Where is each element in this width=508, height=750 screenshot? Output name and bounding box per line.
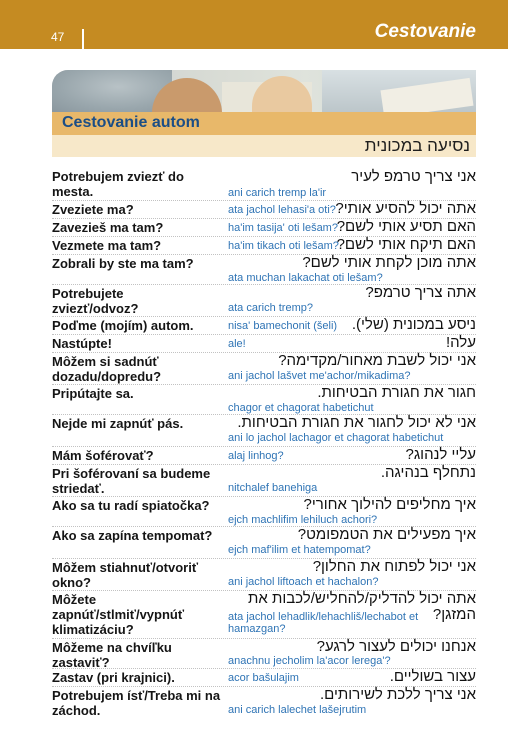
phrase-slovak: Zobrali by ste ma tam? [52, 256, 194, 271]
phrase-hebrew: אתה צריך טרמפ? [365, 284, 476, 301]
phrase-slovak: Môžem stiahnuť/otvoriť okno? [52, 560, 199, 590]
phrase-transliteration: acor bašulajim [228, 672, 299, 684]
phrase-row [52, 236, 476, 254]
phrase-hebrew: אני יכול לפתוח את החלון? [312, 558, 476, 575]
phrase-slovak: Ako sa zapína tempomat? [52, 528, 213, 543]
phrase-row [52, 284, 476, 316]
header-divider [82, 29, 84, 49]
phrase-transliteration: ani carich tremp la'ir [228, 187, 327, 199]
phrase-transliteration: ani lo jachol lachagor et chagorat habetichut [228, 432, 444, 444]
chapter-title: Cestovanie [374, 21, 476, 42]
phrase-slovak: Pri šoférovaní sa budeme striedať. [52, 466, 211, 496]
phrase-hebrew: האם תסיע אותי לשם? [336, 218, 476, 235]
phrase-slovak: Poďme (mojím) autom. [52, 318, 194, 333]
phrase-transliteration: ani jachol lašvet me'achor/mikadima? [228, 370, 411, 382]
phrase-slovak: Pripútajte sa. [52, 386, 134, 401]
phrase-hebrew: אני צריך טרמפ לעיר [351, 168, 476, 185]
phrase-hebrew: אני לא יכול לחגור את חגורת הבטיחות. [237, 414, 476, 431]
phrase-slovak: Môžeme na chvíľku zastaviť? [52, 640, 172, 670]
page-number: 47 [51, 30, 65, 44]
phrase-transliteration: ejch maf'ilim et hatempomat? [228, 544, 371, 556]
phrase-slovak: Potrebujete zviezť/odvoz? [52, 286, 139, 316]
phrase-row [52, 316, 476, 334]
phrase-hebrew: עצור בשוליים. [389, 668, 476, 685]
phrase-hebrew: אני צריך ללכת לשירותים. [320, 686, 476, 703]
phrase-row [52, 334, 476, 352]
phrase-slovak: Zveziete ma? [52, 202, 134, 217]
phrase-hebrew: עלה! [445, 334, 476, 351]
phrase-row [52, 464, 476, 496]
phrase-transliteration: ata carich tremp? [228, 302, 313, 314]
phrase-hebrew: אנחנו יכולים לעצור לרגע? [316, 638, 476, 655]
phrase-slovak: Zavezieš ma tam? [52, 220, 164, 235]
phrase-transliteration: ani jachol liftoach et hachalon? [228, 576, 379, 588]
phrase-row [52, 218, 476, 236]
phrase-transliteration: ata jachol lehasi'a oti? [228, 204, 336, 216]
phrase-hebrew: אתה יכול להדליק/להחליש/לכבות את המזגן? [248, 590, 476, 623]
phrase-row [52, 526, 476, 558]
phrase-slovak: Potrebujem zviezť do mesta. [52, 169, 184, 199]
phrase-transliteration: ata jachol lehadlik/lehachliš/lechabot et hamazgan? [228, 611, 419, 635]
phrase-slovak: Nastúpte! [52, 336, 112, 351]
phrase-row [52, 590, 476, 638]
phrase-slovak: Zastav (pri krajnici). [52, 670, 175, 685]
phrase-slovak: Potrebujem ísť/Treba mi na záchod. [52, 688, 221, 718]
phrase-row [52, 558, 476, 590]
phrase-hebrew: עליי לנהוג? [405, 446, 476, 463]
phrase-row [52, 414, 476, 446]
phrase-slovak: Mám šoférovať? [52, 448, 154, 463]
phrase-hebrew: האם תיקח אותי לשם? [336, 236, 476, 253]
phrase-slovak: Vezmete ma tam? [52, 238, 162, 253]
phrase-slovak: Ako sa tu radí spiatočka? [52, 498, 210, 513]
phrase-transliteration: ha'im tasija' oti lešam? [228, 222, 338, 234]
phrase-transliteration: ejch machlifim lehiluch achori? [228, 514, 378, 526]
chapter-header [0, 0, 508, 49]
phrase-row [52, 496, 476, 526]
phrase-transliteration: ani carich lalechet lašejrutim [228, 704, 367, 716]
phrase-row [52, 254, 476, 284]
phrase-hebrew: ניסע במכונית (שלי). [351, 316, 476, 333]
phrase-transliteration: nitchalef banehiga [228, 482, 318, 494]
phrase-row [52, 352, 476, 384]
phrase-transliteration: chagor et chagorat habetichut [228, 402, 374, 414]
car-photo [52, 70, 476, 112]
phrase-hebrew: אני יכול לשבת מאחור/מקדימה? [278, 352, 476, 369]
phrase-transliteration: ha'im tikach oti lešam? [228, 240, 339, 252]
phrase-row [52, 638, 476, 668]
phrase-row [52, 668, 476, 686]
phrase-row [52, 200, 476, 218]
phrase-row [52, 446, 476, 464]
section-title-he: נסיעה במכונית [364, 136, 470, 155]
phrase-row [52, 384, 476, 414]
phrase-hebrew: נתחלף בנהיגה. [380, 464, 476, 481]
phrase-hebrew: איך מפעילים את הטמפומט? [297, 526, 476, 543]
phrase-slovak: Môžete zapnúť/stlmiť/vypnúť klimatizáciu? [52, 592, 185, 637]
phrase-hebrew: איך מחליפים להילוך אחורי? [303, 496, 476, 513]
phrase-transliteration: ale! [228, 338, 246, 350]
section-title-sk: Cestovanie autom [62, 114, 200, 131]
phrase-hebrew: חגור את חגורת הבטיחות. [317, 384, 476, 401]
phrase-slovak: Môžem si sadnúť dozadu/dopredu? [52, 354, 162, 384]
phrase-transliteration: nisa' bamechonit (šeli) [228, 320, 338, 332]
phrase-hebrew: אתה יכול להסיע אותי? [335, 200, 476, 217]
phrase-transliteration: ata muchan lakachat oti lešam? [228, 272, 383, 284]
phrase-row [52, 168, 476, 200]
phrase-slovak: Nejde mi zapnúť pás. [52, 416, 184, 431]
phrase-transliteration: alaj linhog? [228, 450, 284, 462]
phrase-hebrew: אתה מוכן לקחת אותי לשם? [302, 254, 476, 271]
phrase-transliteration: anachnu jecholim la'acor lerega'? [228, 655, 391, 667]
phrase-row [52, 686, 476, 718]
